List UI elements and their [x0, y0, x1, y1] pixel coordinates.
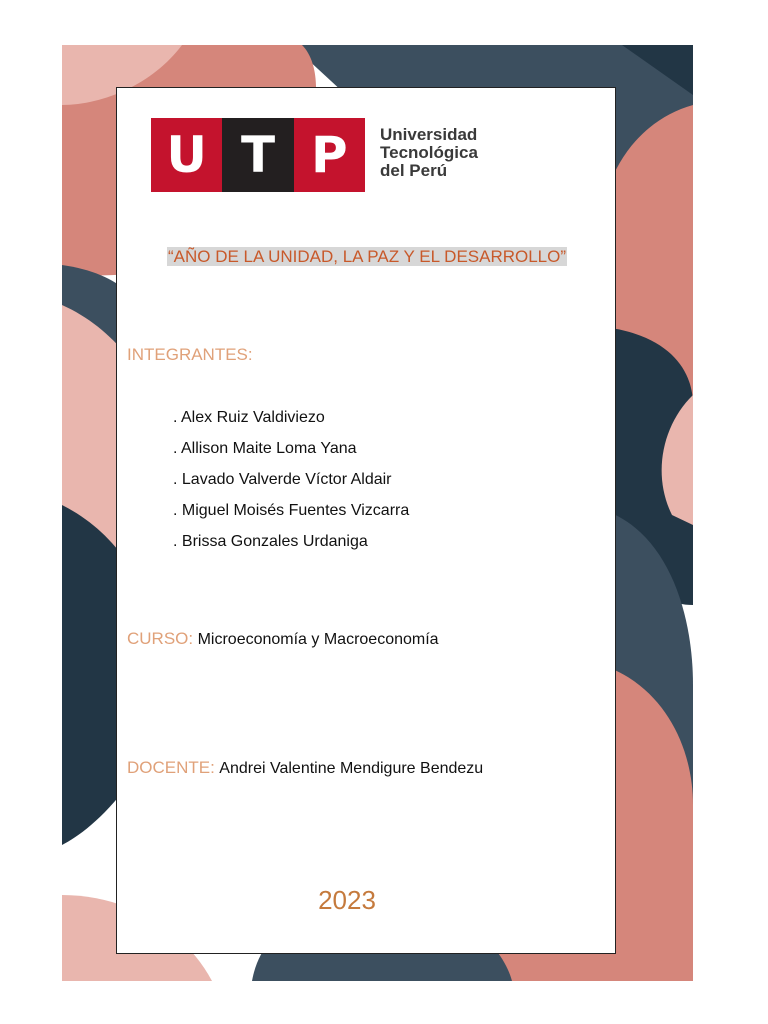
motto-text: “AÑO DE LA UNIDAD, LA PAZ Y EL DESARROLLO”: [167, 247, 567, 266]
course-value: Microeconomía y Macroeconomía: [197, 631, 439, 648]
teacher-label: DOCENTE:: [127, 758, 215, 777]
logo-letter-t: T: [222, 118, 293, 192]
course-row: [127, 629, 439, 649]
logo-letter-p: P: [294, 118, 365, 192]
member-item: . Lavado Valverde Víctor Aldair: [173, 471, 392, 488]
year: 2023: [318, 885, 376, 915]
course-label: CURSO:: [127, 629, 194, 648]
university-name-line: del Perú: [380, 161, 448, 180]
teacher-value: Andrei Valentine Mendigure Bendezu: [219, 760, 484, 777]
university-name-line: Tecnológica: [380, 143, 478, 162]
member-item: . Miguel Moisés Fuentes Vizcarra: [173, 502, 410, 519]
logo-letter-u: U: [151, 118, 222, 192]
member-item: . Brissa Gonzales Urdaniga: [173, 533, 368, 550]
university-name-line: Universidad: [380, 125, 478, 144]
member-item: . Allison Maite Loma Yana: [173, 440, 357, 457]
teacher-row: [127, 758, 483, 778]
members-heading: INTEGRANTES:: [127, 345, 253, 364]
cover-page: [116, 87, 616, 954]
member-item: . Alex Ruiz Valdiviezo: [173, 409, 325, 426]
university-name: [380, 126, 478, 180]
members-list: [173, 408, 409, 563]
utp-logo: [151, 118, 365, 192]
year-motto: [117, 247, 617, 267]
